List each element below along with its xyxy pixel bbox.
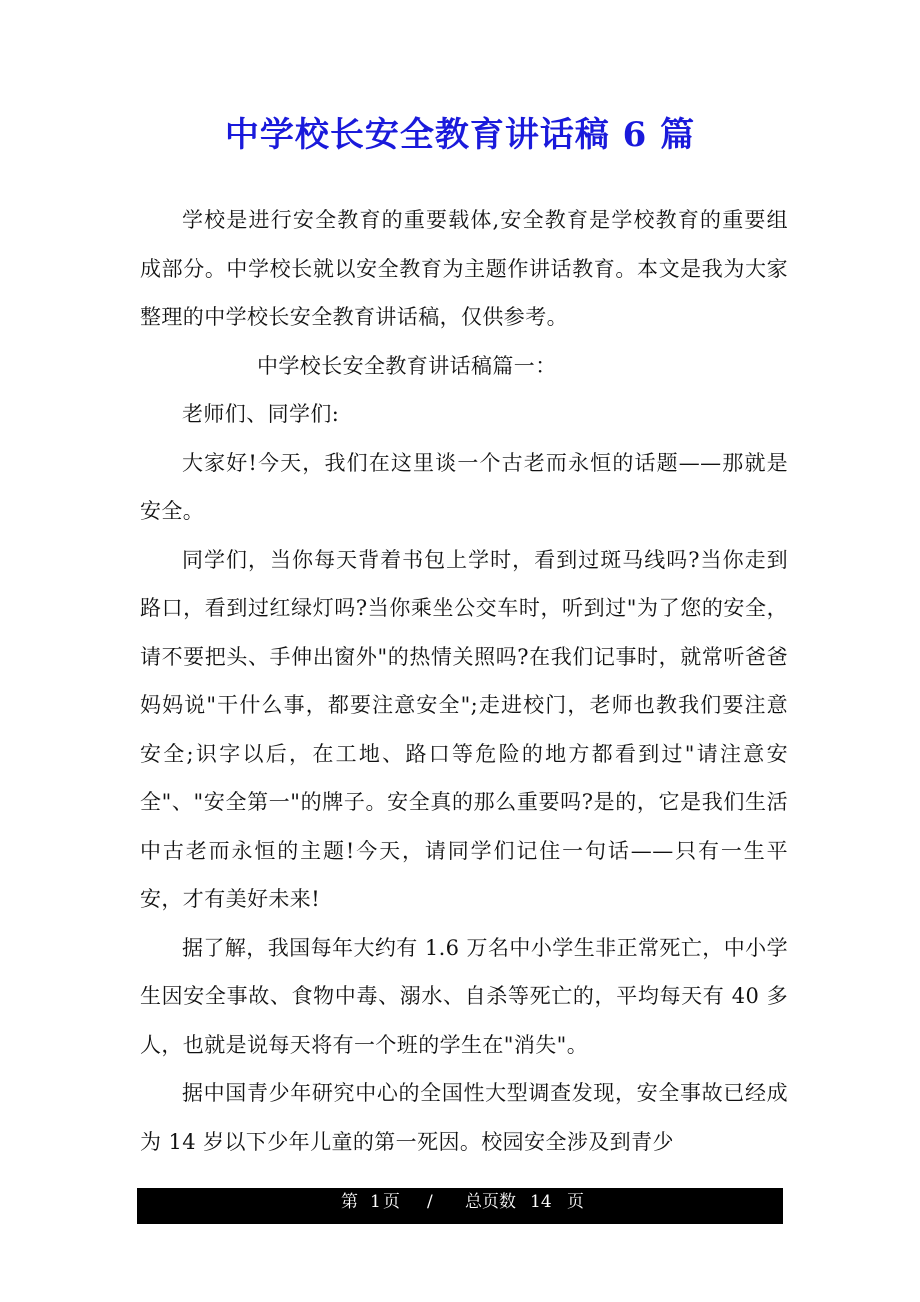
paragraph-salutation: 老师们、同学们: [182, 402, 340, 426]
footer-page-number: 1 [370, 1192, 381, 1212]
footer-total-unit: 页 [567, 1192, 584, 1212]
document-title: 中学校长安全教育讲话稿 6 篇 [224, 115, 696, 155]
footer-page-unit: 页 [383, 1192, 400, 1212]
footer-separator: / [427, 1192, 433, 1212]
footer-total-pages: 14 [530, 1192, 552, 1212]
paragraph-survey: 据中国青少年研究中心的全国性大型调查发现，安全事故已经成为 14 岁以下少年儿童的第一死因。校园安全涉及到青少 [140, 1081, 788, 1154]
paragraph-body: 同学们，当你每天背着书包上学时，看到过斑马线吗?当你走到路口，看到过红绿灯吗?当你乘坐公交车时，听到过"为了您的安全，请不要把头、手伸出窗外"的热情关照吗?在我们记事时，就常听爸爸妈妈说"干什么事，都要注意安全";走进校门，老师也教我们要注意安全;识字以后，在工地、路口等危险的地方都看到过"请注意安全"、"安全第一"的牌子。安全真的那么重要吗?是的，它是我们生活中古老而永恒的主题!今天，请同学们记住一句话——只有一生平安，才有美好未来! [140, 547, 788, 911]
document-body [140, 196, 788, 1166]
paragraph-greeting: 大家好!今天，我们在这里谈一个古老而永恒的话题——那就是安全。 [140, 450, 788, 523]
footer-page-label: 第 [341, 1192, 358, 1212]
paragraph-intro: 学校是进行安全教育的重要载体,安全教育是学校教育的重要组成部分。中学校长就以安全教育为主题作讲话教育。本文是我为大家整理的中学校长安全教育讲话稿，仅供参考。 [140, 208, 788, 329]
paragraph-statistics: 据了解，我国每年大约有 1.6 万名中小学生非正常死亡，中小学生因安全事故、食物中毒、溺水、自杀等死亡的，平均每天有 40 多人，也就是说每天将有一个班的学生在"消失"。 [140, 935, 788, 1057]
page-footer [137, 1188, 783, 1224]
section-heading: 中学校长安全教育讲话稿篇一： [257, 353, 557, 378]
footer-total-label: 总页数 [465, 1192, 516, 1212]
